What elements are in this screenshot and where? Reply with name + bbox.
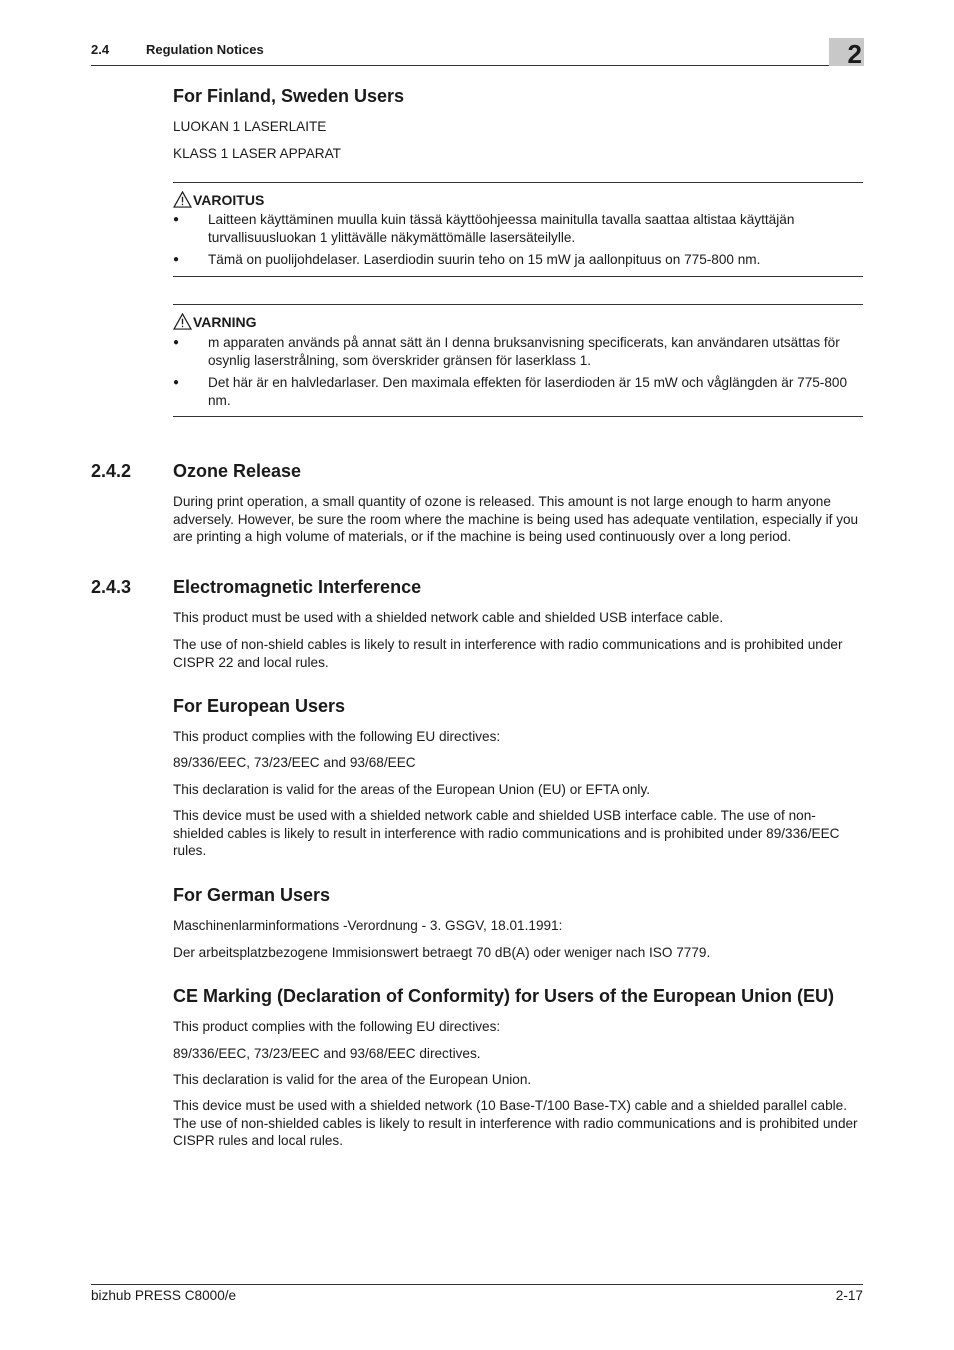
emi-p1: This product must be used with a shielded network cable and shielded USB interface cable. [173,610,724,625]
varoitus-title-row [173,191,264,208]
varoitus-title: VAROITUS [193,191,265,208]
varoitus-item: ● Laitteen käyttäminen muulla kuin tässä käyttöohjeessa mainitulla tavalla saattaa altistaa käyttäjän turvallisuusluokan 1 ylittävälle näkymättömälle lasersäteilylle. [173,212,795,245]
chapter-tab [829,38,864,69]
ce-p4: This device must be used with a shielded network (10 Base-T/100 Base-TX) cable and a shielded parallel cable. The use of non-shielded cables is likely to result in interference with radio communications and is prohibited under CISPR rules and local rules. [173,1098,858,1149]
ozone-title: Ozone Release [173,461,302,481]
varning-item: ● m apparaten används på annat sätt än I denna bruksanvisning specificerats, kan användaren utsättas för osynlig laserstrålning, som överskrider gränsen för laserklass 1. [173,335,840,368]
german-heading: For German Users [173,885,331,905]
footer-product: bizhub PRESS C8000/e [91,1288,237,1303]
finland-line1: LUOKAN 1 LASERLAITE [173,119,327,134]
warning-triangle-icon [173,191,192,208]
chapter-number: 2 [847,39,862,69]
emi-number: 2.4.3 [91,577,132,597]
ce-p2: 89/336/EEC, 73/23/EEC and 93/68/EEC directives. [173,1046,481,1061]
ce-p3: This declaration is valid for the area of the European Union. [173,1072,532,1087]
warning-triangle-icon [173,313,192,330]
bullet-icon: ● [173,254,180,265]
ozone-number: 2.4.2 [91,461,132,481]
ce-heading: CE Marking (Declaration of Conformity) for Users of the European Union (EU) [173,986,835,1006]
german-p2: Der arbeitsplatzbezogene Immisionswert betraegt 70 dB(A) oder weniger nach ISO 7779. [173,945,711,960]
ozone-heading [91,461,301,482]
varning-title: VARNING [193,313,257,330]
finland-heading: For Finland, Sweden Users [173,86,405,106]
header-section-number: 2.4 [91,42,110,57]
running-header [91,42,264,57]
varoitus-box [173,182,863,277]
bullet-icon: ● [173,377,180,388]
varning-title-row [173,313,257,330]
header-section-title: Regulation Notices [146,42,264,57]
varning-item: ● Det här är en halvledarlaser. Den maximala effekten för laserdioden är 15 mW och våglängden är 775-800 nm. [173,375,848,408]
ce-p1: This product complies with the following EU directives: [173,1019,501,1034]
bullet-icon: ● [173,337,180,348]
european-p3: This declaration is valid for the areas of the European Union (EU) or EFTA only. [173,782,651,797]
emi-heading [91,577,421,598]
footer-rule [91,1284,863,1285]
european-p1: This product complies with the following EU directives: [173,729,501,744]
german-p1: Maschinenlarminformations -Verordnung - 3. GSGV, 18.01.1991: [173,918,563,933]
finland-line2: KLASS 1 LASER APPARAT [173,146,341,161]
european-heading: For European Users [173,696,346,716]
footer-page-number: 2-17 [835,1288,863,1303]
varoitus-item: ● Tämä on puolijohdelaser. Laserdiodin suurin teho on 15 mW ja aallonpituus on 775-800 nm. [173,252,761,267]
emi-p2: The use of non-shield cables is likely to result in interference with radio communications and is prohibited under CISPR 22 and local rules. [173,637,843,670]
bullet-icon: ● [173,214,180,225]
ozone-body: During print operation, a small quantity of ozone is released. This amount is not large enough to harm anyone adversely. However, be sure the room where the machine is being used has adequate ventilation, especially if you are printing a high volume of materials, or if the machine is being used continuously over a long period. [173,494,859,545]
european-p4: This device must be used with a shielded network cable and shielded USB interface cable. The use of non-shielded cables is likely to result in interference with radio communications and is prohibited under 89/336/EEC rules. [173,808,840,859]
varning-box [173,304,863,417]
header-rule [91,65,829,66]
emi-title: Electromagnetic Interference [173,577,422,597]
european-p2: 89/336/EEC, 73/23/EEC and 93/68/EEC [173,755,416,770]
